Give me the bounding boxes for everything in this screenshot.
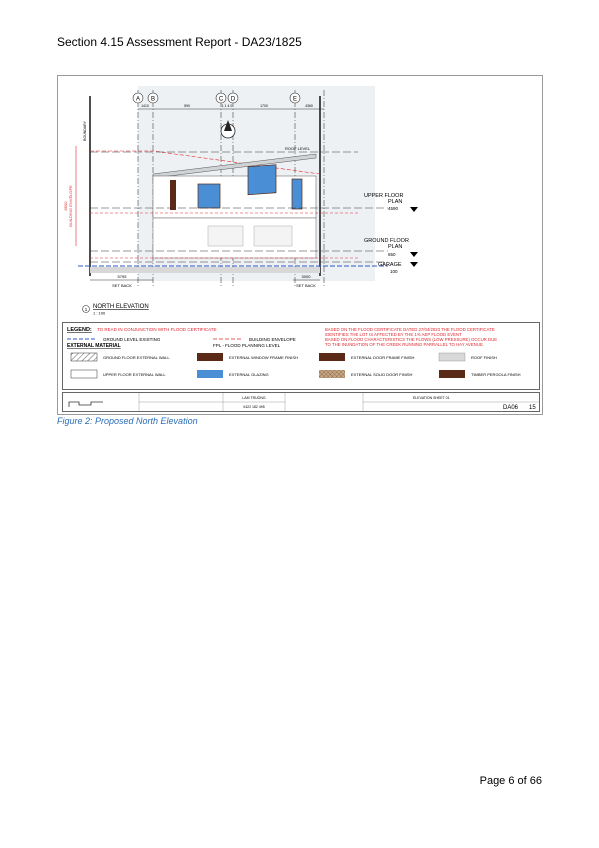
material-ground-wall: GROUND FLOOR EXTERNAL WALL — [103, 355, 170, 360]
upper-window-2 — [248, 165, 276, 195]
flood-note-4: TO THE INUNDATION OF THE CREEK RUNNING PARRALLEL TO HAY AVENUE. — [325, 342, 485, 347]
dim-5: 4360 — [305, 104, 313, 108]
figure-caption: Figure 2: Proposed North Elevation — [57, 416, 198, 426]
page-header: Section 4.15 Assessment Report - DA23/1825 — [57, 35, 302, 49]
garage-label: GARAGE — [378, 262, 402, 268]
upper-window-3 — [292, 179, 302, 209]
legend-item-ground: GROUND LEVEL EXISTING — [103, 337, 161, 342]
svg-text:B: B — [150, 96, 156, 103]
material-pergola: TIMBER PERGOLA FINISH — [471, 372, 521, 377]
grid-bubble-e — [290, 93, 300, 103]
flood-note-2: IDENTIFIES THE LOT IS AFFECTED BY THE 1% AEP FLOOD EVENT — [325, 332, 462, 337]
grid-bubble-b — [148, 93, 158, 103]
envelope-value: 8500 — [63, 201, 68, 211]
grid-bubble-d — [228, 93, 238, 103]
elevation-drawing — [58, 76, 542, 316]
material-roof: ROOF FINISH — [471, 355, 497, 360]
material-heading: EXTERNAL MATERIAL — [67, 343, 121, 349]
swatch-pergola — [439, 370, 465, 378]
elevation-figure — [57, 75, 543, 415]
ground-door-2 — [254, 226, 292, 246]
drawing-number: DA06 — [503, 405, 519, 411]
material-solid-door: EXTERNAL SOLID DOOR FINISH — [351, 372, 413, 377]
svg-text:D: D — [230, 96, 236, 103]
view-scale: 1 : 100 — [93, 310, 106, 316]
upper-floor-wall — [153, 176, 316, 218]
material-upper-wall: UPPER FLOOR EXTERNAL WALL — [103, 372, 166, 377]
sheet-title: ELEVATION SHEET 01 — [413, 396, 450, 400]
legend-item-fpl: FPL - FLOOD PLANNING LEVEL — [213, 343, 281, 348]
garage-value: 100 — [390, 269, 398, 274]
svg-text:A: A — [135, 96, 141, 103]
material-glazing: EXTERNAL GLAZING — [229, 372, 269, 377]
dim-4: 1700 — [260, 104, 268, 108]
project-name: LAM TRUONG — [242, 396, 266, 400]
upper-floor-plan: PLAN — [388, 199, 403, 205]
setback-left-value: 5795 — [117, 274, 127, 279]
material-window-frame: EXTERNAL WINDOW FRAME FINISH — [229, 355, 298, 360]
upper-frame — [170, 180, 176, 210]
grid-bubble-a — [133, 93, 143, 103]
boundary-label: BOUNDARY — [83, 121, 87, 141]
envelope-label: BUILDING ENVELOPE — [68, 185, 73, 227]
swatch-window-frame — [197, 353, 223, 361]
setback-left-label: SET BACK — [112, 283, 132, 288]
garage-level-marker — [410, 262, 418, 267]
dim-2: 590 — [184, 104, 190, 108]
swatch-solid-door — [319, 370, 345, 378]
firm-logo-icon — [69, 402, 103, 407]
legend-item-envelope: BUILDING ENVELOPE — [249, 337, 296, 342]
swatch-upper-wall — [71, 370, 97, 378]
flood-note-3: BASED ON FLOOD CHARACTERISTICS THE FLOWS (LOW PRESSURE) OCCUR DUE — [325, 337, 498, 342]
swatch-glazing — [197, 370, 223, 378]
flood-note-1: BASED ON THE FLOOD CERTIFICATE DATED 27/04/2023 THE FLOOD CERTIFICATE — [325, 327, 495, 332]
upper-level-marker — [410, 207, 418, 212]
ground-floor-plan: PLAN — [388, 244, 403, 250]
project-number: 0422 182 495 — [243, 405, 265, 409]
ground-floor-value: 650 — [388, 252, 396, 257]
grid-bubble-c — [216, 93, 226, 103]
legend-panel — [62, 322, 540, 390]
legend-heading: LEGEND: — [67, 327, 92, 333]
title-block — [62, 392, 540, 412]
page-number: Page 6 of 66 — [479, 775, 542, 787]
upper-floor-label: UPPER FLOOR — [364, 193, 404, 199]
svg-text:C: C — [218, 96, 224, 103]
ground-level-marker — [410, 252, 418, 257]
ground-floor-label: GROUND FLOOR — [364, 238, 409, 244]
ground-door-1 — [208, 226, 243, 246]
svg-text:E: E — [292, 96, 298, 103]
view-title — [83, 304, 149, 316]
swatch-door-frame — [319, 353, 345, 361]
view-title-text: NORTH ELEVATION — [93, 304, 149, 310]
swatch-ground-wall — [71, 353, 97, 361]
legend-note: TO READ IN CONJUNCTION WITH FLOOD CERTIFICATE — [97, 327, 217, 332]
dim-1: 1410 — [141, 104, 149, 108]
roof-level-label: ROOF LEVEL — [285, 146, 311, 151]
swatch-roof — [439, 353, 465, 361]
setback-right-label: SET BACK — [296, 283, 316, 288]
dim-3: 1 1 4 0 — [221, 104, 233, 108]
revision-number: 15 — [529, 405, 536, 411]
svg-text:1: 1 — [84, 307, 88, 312]
upper-window-1 — [198, 184, 220, 208]
ground-hatch — [90, 267, 320, 273]
setback-right-value: 3000 — [301, 274, 311, 279]
material-door-frame: EXTERNAL DOOR FRAME FINISH — [351, 355, 415, 360]
upper-floor-value: 4590 — [388, 206, 399, 211]
